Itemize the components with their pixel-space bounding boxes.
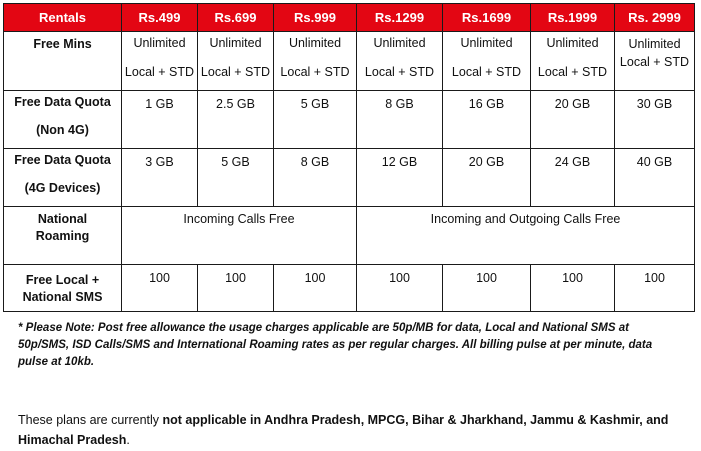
data-4g-row xyxy=(4,149,695,207)
label-line: (Non 4G) xyxy=(36,123,89,137)
mins-line: Local + STD xyxy=(200,65,271,79)
free-mins-cell xyxy=(122,32,198,91)
plan-header: Rs. 2999 xyxy=(615,4,695,32)
data-cell: 20 GB xyxy=(443,149,531,207)
data-cell: 12 GB xyxy=(357,149,443,207)
plan-header: Rs.499 xyxy=(122,4,198,32)
data-cell: 16 GB xyxy=(443,91,531,149)
plan-header: Rs.999 xyxy=(274,4,357,32)
availability-suffix: . xyxy=(126,433,130,447)
free-mins-cell xyxy=(274,32,357,91)
roaming-row xyxy=(4,207,695,265)
data-non4g-row xyxy=(4,91,695,149)
plan-header: Rs.1299 xyxy=(357,4,443,32)
rental-plans-table xyxy=(3,3,695,312)
data-cell: 40 GB xyxy=(615,149,695,207)
mins-line: Local + STD xyxy=(280,65,350,79)
mins-line: Unlimited xyxy=(373,36,426,50)
sms-cell: 100 xyxy=(357,265,443,312)
mins-line: Unlimited xyxy=(209,36,262,50)
mins-line: Unlimited xyxy=(133,36,186,50)
sms-cell: 100 xyxy=(274,265,357,312)
data-cell: 1 GB xyxy=(122,91,198,149)
roaming-label xyxy=(4,207,122,265)
mins-line: Unlimited xyxy=(628,37,681,51)
data-cell: 8 GB xyxy=(357,91,443,149)
data-cell: 8 GB xyxy=(274,149,357,207)
mins-line: Local + STD xyxy=(124,65,195,79)
free-mins-label: Free Mins xyxy=(4,32,122,91)
sms-cell: 100 xyxy=(615,265,695,312)
label-line: National xyxy=(37,212,88,226)
sms-cell: 100 xyxy=(443,265,531,312)
label-line: Free Local + xyxy=(25,273,100,287)
free-mins-cell xyxy=(531,32,615,91)
label-line: Free Data Quota xyxy=(14,153,111,167)
availability-prefix: These plans are currently xyxy=(18,413,163,427)
roaming-incoming-cell: Incoming Calls Free xyxy=(122,207,357,265)
mins-line: Local + STD xyxy=(364,65,435,79)
rentals-header: Rentals xyxy=(4,4,122,32)
free-mins-row xyxy=(4,32,695,91)
data-cell: 20 GB xyxy=(531,91,615,149)
mins-line: Unlimited xyxy=(546,36,599,50)
data-cell: 5 GB xyxy=(274,91,357,149)
label-line: National SMS xyxy=(22,290,103,304)
plan-header: Rs.1699 xyxy=(443,4,531,32)
data-cell: 30 GB xyxy=(615,91,695,149)
mins-line: Unlimited xyxy=(460,36,513,50)
availability-emphasis: not applicable in Andhra Pradesh, MPCG, Bihar & Jharkhand, Jammu & Kashmir, and Himachal Pradesh xyxy=(18,413,669,447)
label-line: Free Data Quota xyxy=(14,95,111,109)
data-cell: 2.5 GB xyxy=(198,91,274,149)
mins-line: Local + STD xyxy=(451,65,522,79)
header-row xyxy=(4,4,695,32)
sms-row xyxy=(4,265,695,312)
footnote-text: * Please Note: Post free allowance the usage charges applicable are 50p/MB for data, Local and National SMS at 50p/SMS, ISD Calls/SMS and International Roaming rates as per regular charges. All billing pulse at per minute, data pulse at 10kb. xyxy=(18,322,653,368)
sms-cell: 100 xyxy=(198,265,274,312)
plan-header: Rs.1999 xyxy=(531,4,615,32)
free-mins-cell xyxy=(615,32,695,91)
free-mins-cell xyxy=(443,32,531,91)
data-4g-label xyxy=(4,149,122,207)
label-line: (4G Devices) xyxy=(24,181,101,195)
sms-label xyxy=(4,265,122,312)
mins-line: Local + STD xyxy=(619,55,690,69)
availability-note xyxy=(18,410,678,450)
data-cell: 3 GB xyxy=(122,149,198,207)
mins-line: Local + STD xyxy=(537,65,608,79)
mins-line: Unlimited xyxy=(288,36,342,50)
data-cell: 5 GB xyxy=(198,149,274,207)
free-mins-cell xyxy=(357,32,443,91)
sms-cell: 100 xyxy=(122,265,198,312)
label-line: Roaming xyxy=(35,229,90,243)
data-cell: 24 GB xyxy=(531,149,615,207)
data-non4g-label xyxy=(4,91,122,149)
sms-cell: 100 xyxy=(531,265,615,312)
plan-header: Rs.699 xyxy=(198,4,274,32)
free-mins-cell xyxy=(198,32,274,91)
roaming-incoming-outgoing-cell: Incoming and Outgoing Calls Free xyxy=(357,207,695,265)
